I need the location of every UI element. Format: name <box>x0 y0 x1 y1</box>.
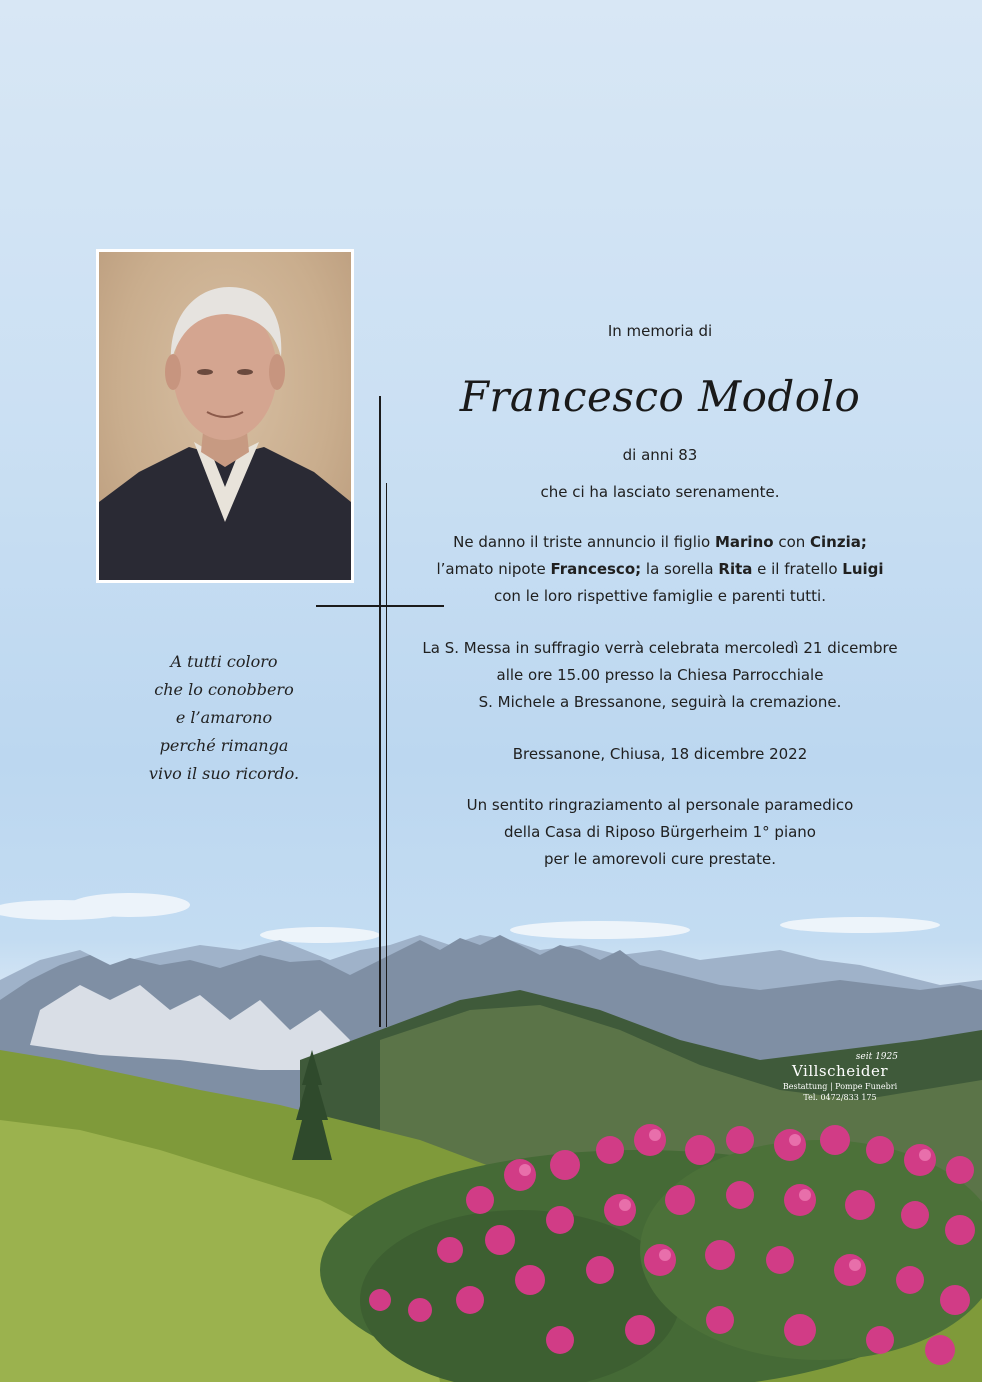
mass-details <box>398 635 922 716</box>
memorial-poem <box>110 648 338 788</box>
brand-phone: Tel. 0472/833 175 <box>803 1093 877 1102</box>
portrait-photo <box>96 249 354 583</box>
cross-vertical-line <box>379 396 381 1027</box>
brand-since: seit 1925 <box>855 1052 898 1062</box>
deceased-name: Francesco Modolo <box>459 372 861 421</box>
poem-line: perché rimanga <box>159 736 289 755</box>
poem-line: che lo conobbero <box>154 680 294 699</box>
passing-text: che ci ha lasciato serenamente. <box>540 483 780 501</box>
poem-line: vivo il suo ricordo. <box>148 764 300 783</box>
thanks-line-1: Un sentito ringraziamento al personale paramedico <box>466 796 854 814</box>
poem-line: e l’amarono <box>175 708 273 727</box>
thanks-line-3: per le amorevoli cure prestate. <box>544 850 776 868</box>
thanks-line-2: della Casa di Riposo Bürgerheim 1° piano <box>503 823 816 841</box>
funeral-home-logo <box>770 1052 910 1102</box>
announcement-line-2: l’amato nipote Francesco; la sorella Rita e il fratello Luigi <box>436 560 884 578</box>
place-and-date: Bressanone, Chiusa, 18 dicembre 2022 <box>512 745 808 763</box>
thanks-note <box>398 792 922 873</box>
intro-text: In memoria di <box>607 322 713 340</box>
poem-line: A tutti coloro <box>170 652 278 671</box>
age-text: di anni 83 <box>622 446 698 464</box>
brand-name: Villscheider <box>791 1062 889 1080</box>
clouds <box>0 893 940 943</box>
portrait-illustration <box>99 252 351 580</box>
brand-subtitle: Bestattung | Pompe Funebri <box>782 1082 898 1091</box>
mass-line-2: alle ore 15.00 presso la Chiesa Parrocchiale <box>496 666 824 684</box>
mass-line-3: S. Michele a Bressanone, seguirà la cremazione. <box>478 693 842 711</box>
family-announcement <box>398 529 922 610</box>
mass-line-1: La S. Messa in suffragio verrà celebrata mercoledì 21 dicembre <box>422 639 898 657</box>
announcement-line-3: con le loro rispettive famiglie e parenti tutti. <box>494 587 826 605</box>
cross-vertical-thin-line <box>386 483 387 1027</box>
portrait-image <box>99 252 351 580</box>
announcement-line-1: Ne danno il triste annuncio il figlio Marino con Cinzia; <box>453 533 867 551</box>
